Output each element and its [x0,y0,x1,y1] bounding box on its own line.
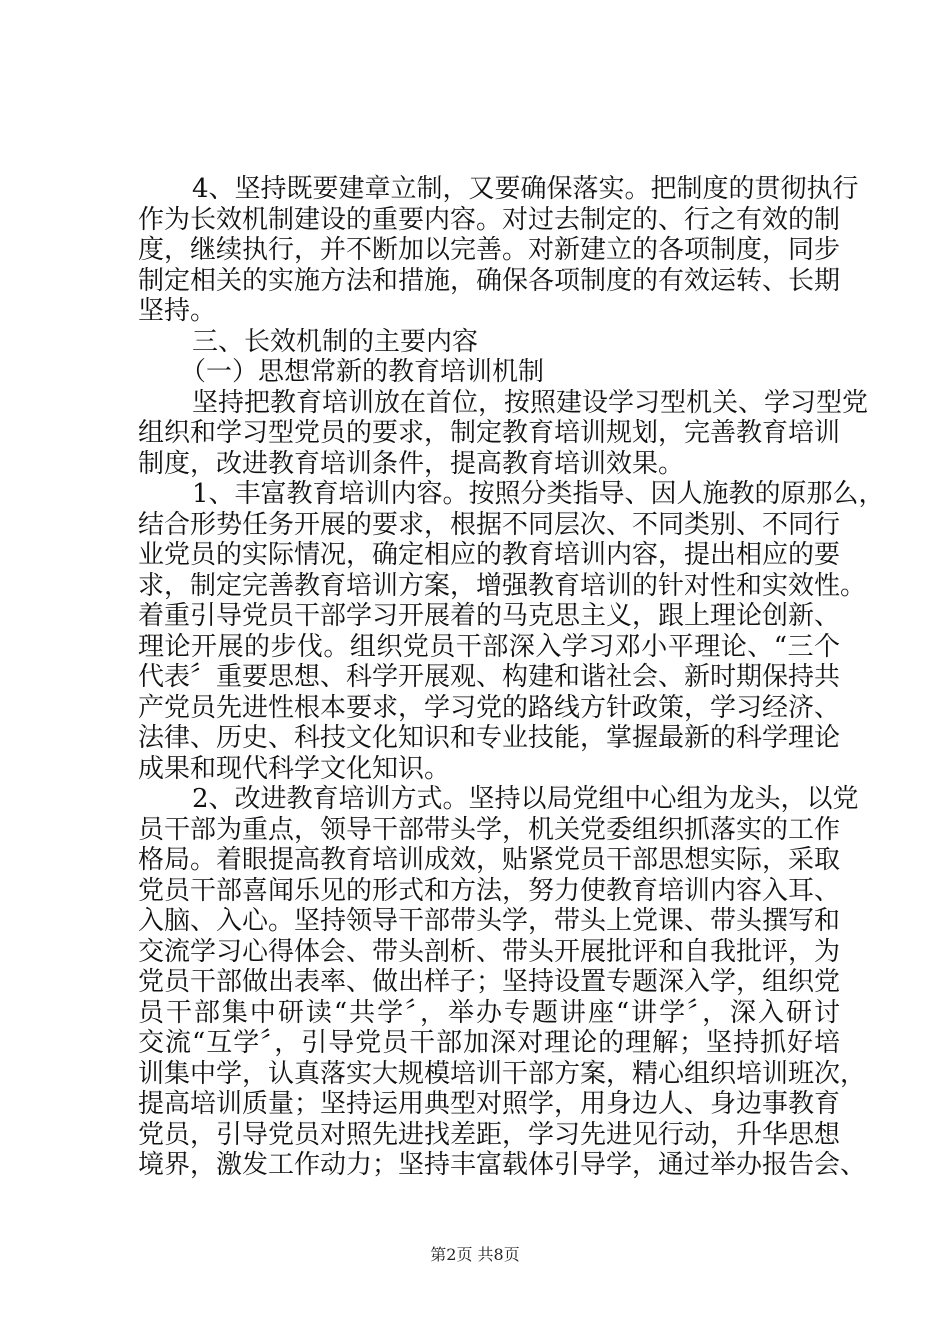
paragraph [138,387,869,480]
text-line: 业党员的实际情况，确定相应的教育培训内容，提出相应的要 [138,540,841,570]
text-line: 着重引导党员干部学习开展着的马克思主义，跟上理论创新、 [138,601,841,631]
text-line: 入脑、入心。坚持领导干部带头学，带头上党课、带头撰写和 [138,906,841,936]
text-line: 格局。着眼提高教育培训成效，贴紧党员干部思想实际，采取 [138,845,841,875]
text-line: 训集中学，认真落实大规模培训干部方案，精心组织培训班次， [138,1058,867,1089]
text-line: 制度，改进教育培训条件，提高教育培训效果。 [138,448,685,479]
text-line: 作为长效机制建设的重要内容。对过去制定的、行之有效的制 [138,204,841,235]
section-heading [138,327,840,358]
text-line: 4、坚持既要建章立制，又要确保落实。把制度的贯彻执行 [192,174,859,204]
text-line: 坚持。 [138,296,217,326]
text-line: 交流学习心得体会、带头剖析、带头开展批评和自我批评，为 [138,936,841,967]
text-line: 党员干部喜闻乐见的形式和方法，努力使教育培训内容入耳、 [138,875,841,906]
paragraph [138,479,885,784]
text-line: 求，制定完善教育培训方案，增强教育培训的针对性和实效性。 [138,570,867,601]
text-line: 员干部集中研读“共学〞，举办专题讲座“讲学〞，深入研讨 [138,997,840,1028]
document-body [138,174,885,1181]
text-line: 法律、历史、科技文化知识和专业技能，掌握最新的科学理论 [138,723,841,753]
text-line: 党员，引导党员对照先进找差距，学习先进见行动，升华思想 [138,1119,841,1150]
paragraph [138,174,859,327]
text-line: 提高培训质量；坚持运用典型对照学，用身边人、身边事教育 [138,1089,841,1119]
text-line: 成果和现代科学文化知识。 [138,753,451,784]
text-line: 度，继续执行，并不断加以完善。对新建立的各项制度，同步 [138,235,841,265]
text-line: 党员干部做出表率、做出样子；坚持设置专题深入学，组织党 [138,967,841,997]
text-line: （一）思想常新的教育培训机制 [180,357,545,387]
text-line: 产党员先进性根本要求，学习党的路线方针政策，学习经济、 [138,692,841,723]
page-footer: 第2页 共8页 [430,1245,520,1264]
text-line: 1、丰富教育培训内容。按照分类指导、因人施教的原那么， [192,479,885,509]
text-line: 境界，激发工作动力；坚持丰富载体引导学，通过举办报告会、 [138,1150,867,1180]
paragraph [138,784,867,1181]
text-line: 组织和学习型党员的要求，制定教育培训规划，完善教育培训 [138,418,841,448]
text-line: 三、长效机制的主要内容 [192,326,479,357]
text-line: 理论开展的步伐。组织党员干部深入学习邓小平理论、“三个 [138,631,840,662]
text-line: 交流“互学〞，引导党员干部加深对理论的理解；坚持抓好培 [138,1028,840,1058]
text-line: 2、改进教育培训方式。坚持以局党组中心组为龙头，以党 [192,784,859,814]
text-line: 坚持把教育培训放在首位，按照建设学习型机关、学习型党 [192,387,869,418]
text-line: 员干部为重点，领导干部带头学，机关党委组织抓落实的工作 [138,814,841,845]
text-line: 代表〞重要思想、科学开展观、构建和谐社会、新时期保持共 [138,662,841,692]
subsection-heading [138,357,840,388]
text-line: 结合形势任务开展的要求，根据不同层次、不同类别、不同行 [138,509,841,540]
text-line: 制定相关的实施方法和措施，确保各项制度的有效运转、长期 [138,265,841,296]
